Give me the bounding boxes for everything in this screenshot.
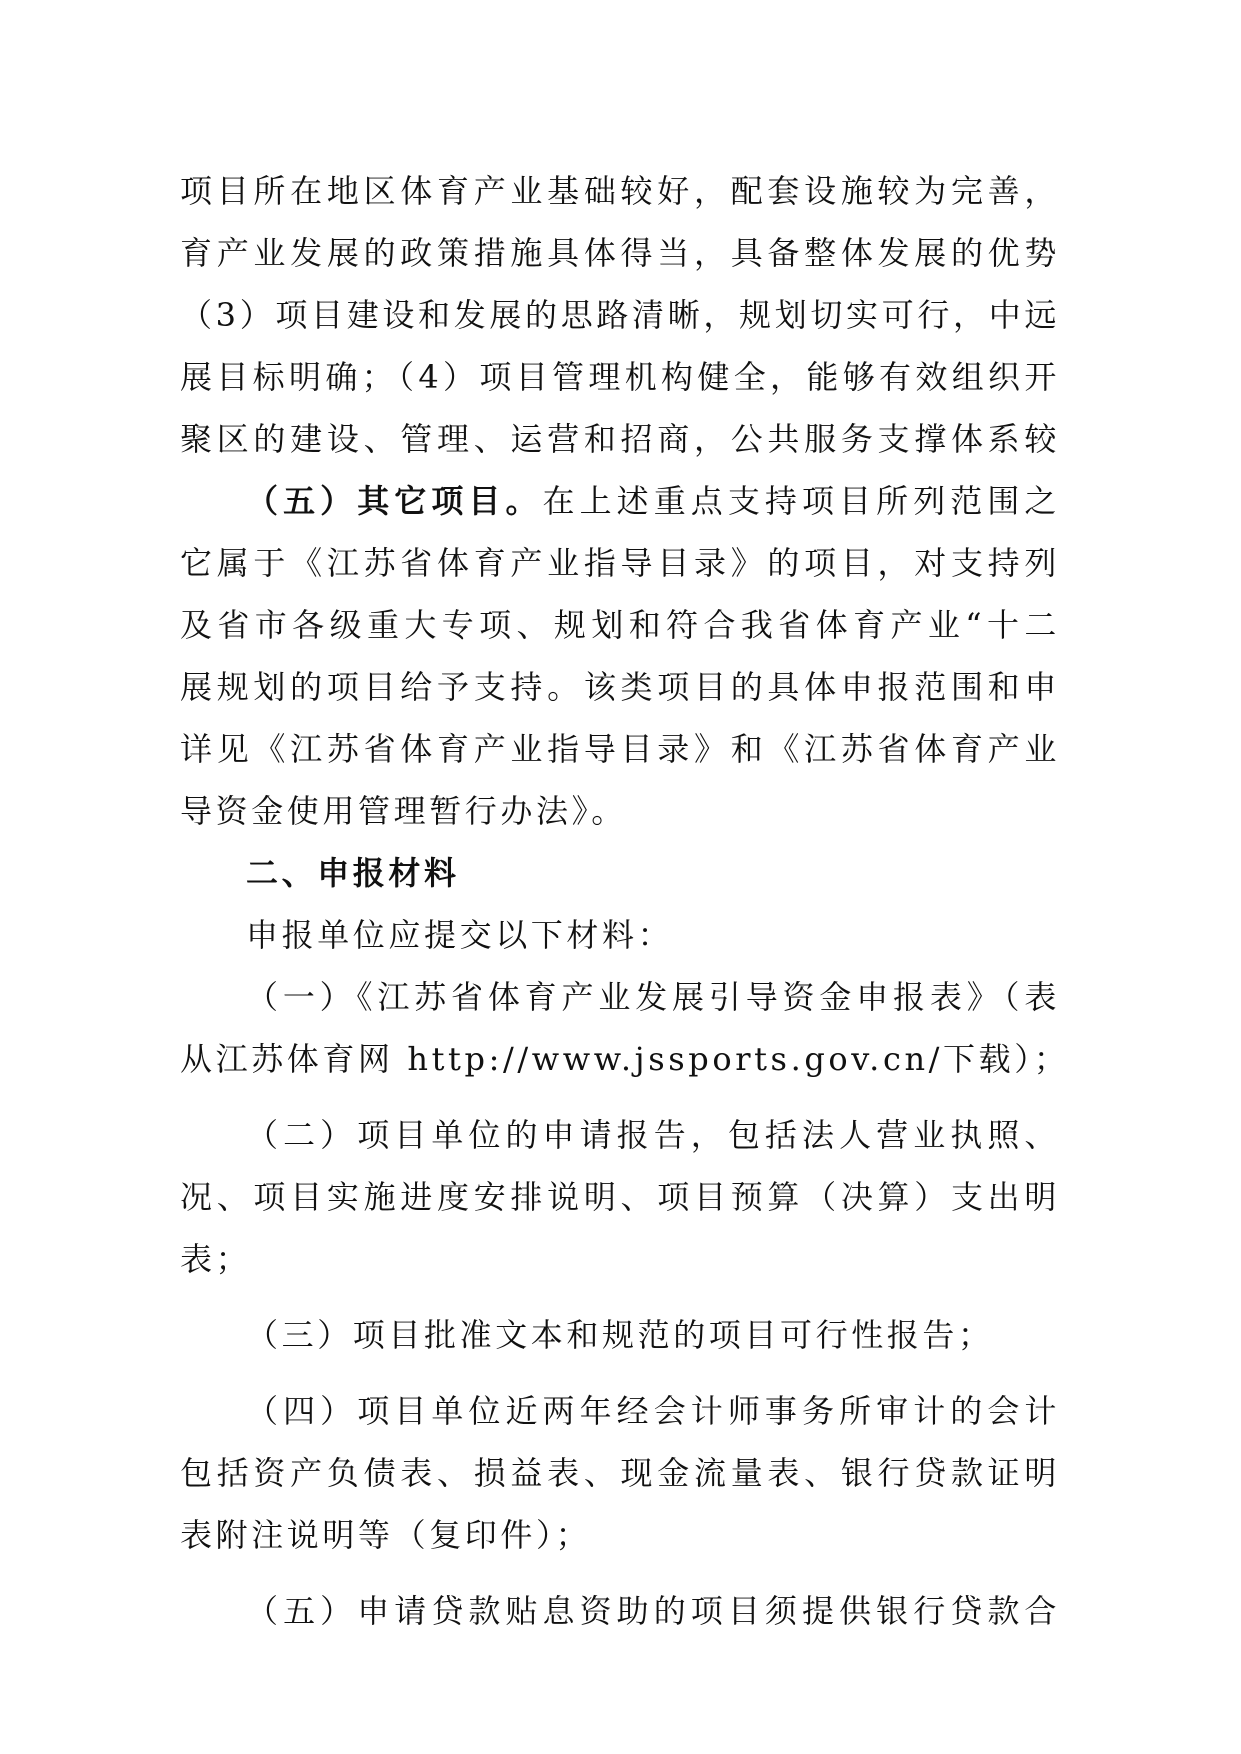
text-line: 从江苏体育网 http://www.jssports.gov.cn/下载）； bbox=[180, 1040, 1070, 1078]
text-line: （四）项目单位近两年经会计师事务所审计的会计 bbox=[246, 1392, 1060, 1430]
list-item bbox=[180, 1104, 1060, 1290]
text-line: （三）项目批准文本和规范的项目可行性报告； bbox=[246, 1316, 994, 1354]
text-line: （3）项目建设和发展的思路清晰，规划切实可行，中远 bbox=[180, 296, 1060, 334]
text-line: 展规划的项目给予支持。该类项目的具体申报范围和申 bbox=[180, 668, 1060, 706]
text-line: 导资金使用管理暂行办法》。 bbox=[180, 792, 627, 830]
text-line: 展目标明确；（4）项目管理机构健全，能够有效组织开 bbox=[180, 358, 1060, 396]
paragraph-conditions bbox=[180, 160, 1060, 470]
text-line: 况、项目实施进度安排说明、项目预算（决算）支出明 bbox=[180, 1178, 1060, 1216]
text-line bbox=[180, 470, 1060, 532]
paragraph-other-projects bbox=[180, 470, 1060, 842]
text-span: 在上述重点支持项目所列范围之 bbox=[542, 482, 1060, 520]
text-line: 项目所在地区体育产业基础较好，配套设施较为完善， bbox=[180, 172, 1060, 210]
intro-line: 申报单位应提交以下材料： bbox=[246, 916, 674, 954]
text-line: （二）项目单位的申请报告，包括法人营业执照、 bbox=[246, 1116, 1060, 1154]
text-line: （五）申请贷款贴息资助的项目须提供银行贷款合 bbox=[246, 1592, 1060, 1630]
list-item bbox=[180, 1304, 1060, 1366]
text-line: 表； bbox=[180, 1240, 252, 1278]
text-line: 它属于《江苏省体育产业指导目录》的项目，对支持列 bbox=[180, 544, 1060, 582]
section-lead: （五）其它项目。 bbox=[246, 482, 543, 520]
text-line: 及省市各级重大专项、规划和符合我省体育产业“十二 bbox=[180, 606, 1060, 644]
text-line: 表附注说明等（复印件）； bbox=[180, 1516, 592, 1554]
text-line: （一）《江苏省体育产业发展引导资金申报表》（表 bbox=[246, 978, 1060, 1016]
document-page bbox=[180, 160, 1070, 1642]
text-line: 聚区的建设、管理、运营和招商，公共服务支撑体系较 bbox=[180, 420, 1060, 458]
text-line: 育产业发展的政策措施具体得当，具备整体发展的优势 bbox=[180, 234, 1060, 272]
text-line: 详见《江苏省体育产业指导目录》和《江苏省体育产业 bbox=[180, 730, 1060, 768]
section-heading: 二、申报材料 bbox=[246, 854, 460, 892]
text-line: 包括资产负债表、损益表、现金流量表、银行贷款证明 bbox=[180, 1454, 1060, 1492]
list-item bbox=[180, 966, 1070, 1090]
list-item bbox=[180, 1580, 1060, 1642]
list-item bbox=[180, 1380, 1060, 1566]
